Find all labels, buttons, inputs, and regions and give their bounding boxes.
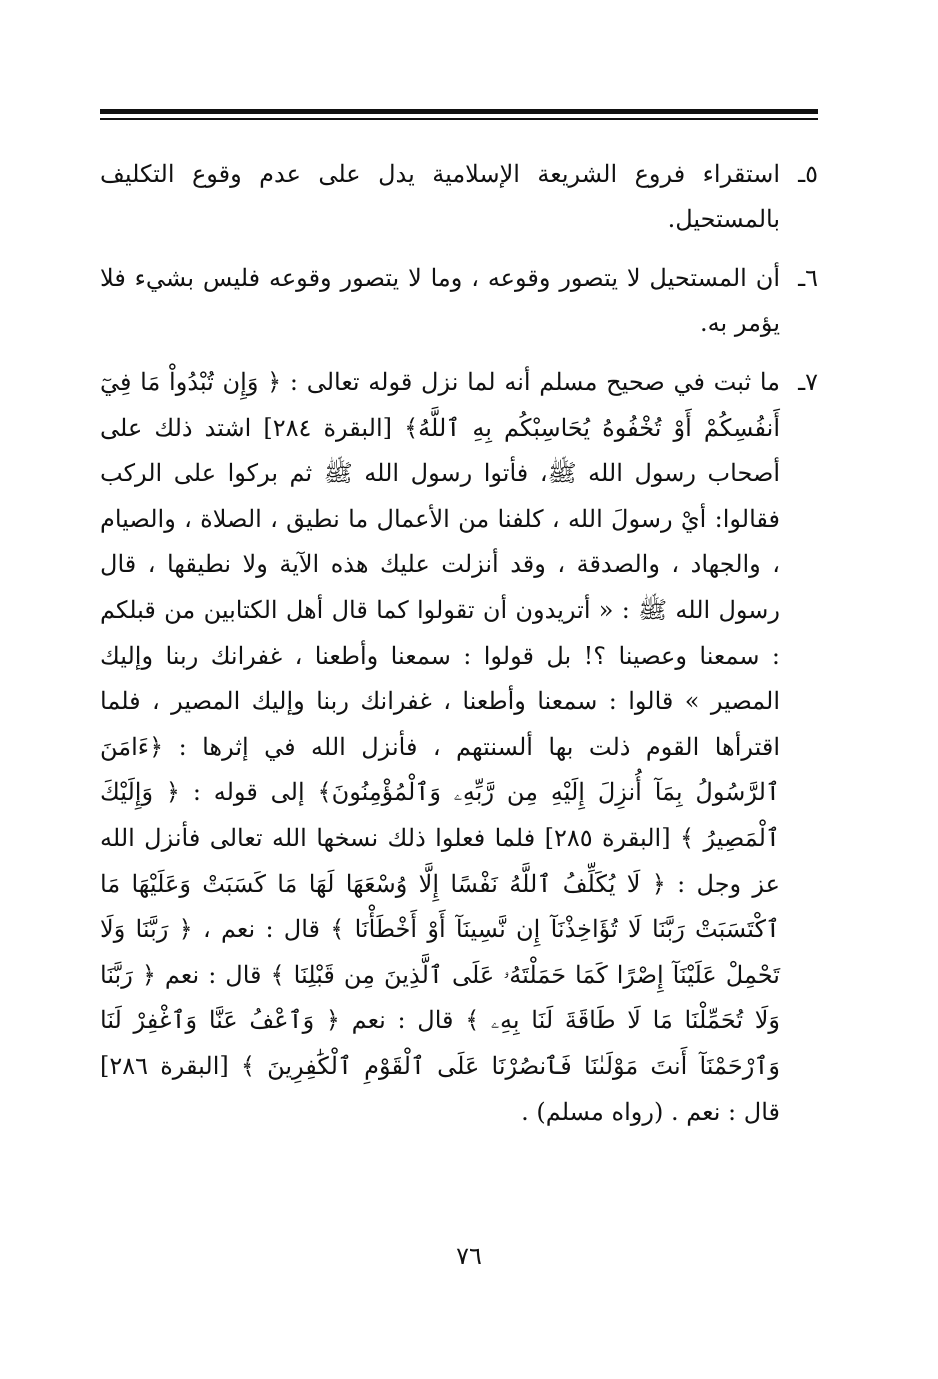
page-number: ٧٦ <box>456 1242 482 1270</box>
list-item-text: استقراء فروع الشريعة الإسلامية يدل على عدم وقوع التكليف بالمستحيل. <box>100 160 780 233</box>
header-rule-thick <box>100 109 818 114</box>
header-rule-thin <box>100 118 818 120</box>
list-item <box>100 256 818 346</box>
list-item-number: ٦ـ <box>798 264 818 292</box>
list-item-text: أن المستحيل لا يتصور وقوعه ، وما لا يتصور وقوعه فليس بشيء فلا يؤمر به. <box>100 264 780 337</box>
list-item <box>100 152 818 242</box>
list-item-number: ٧ـ <box>798 368 818 396</box>
list-item <box>100 360 818 1135</box>
list-item-text: ما ثبت في صحيح مسلم أنه لما نزل قوله تعالى : ﴿ وَإِن تُبْدُواْ مَا فِيٓ أَنفُسِكُمْ أَوْ تُخْفُوهُ يُحَاسِبْكُم بِهِ ٱللَّهُ﴾ [البقرة ٢٨٤] اشتد ذلك على أصحاب رسول الله ﷺ، فأتوا رسول الله ﷺ ثم بركوا على الركب فقالوا: أيْ رسولَ الله ، كلفنا من الأعمال ما نطيق ، الصلاة ، والصيام ، والجهاد ، والصدقة ، وقد أنزلت عليك هذه الآية ولا نطيقها ، قال رسول الله ﷺ : « أتريدون أن تقولوا كما قال أهل الكتابين من قبلكم : سمعنا وعصينا ؟! بل قولوا : سمعنا وأطعنا ، غفرانك ربنا وإليك المصير » قالوا : سمعنا وأطعنا ، غفرانك ربنا وإليك المصير ، فلما اقترأها القوم ذلت بها ألسنتهم ، فأنزل الله في إثرها : ﴿ءَامَنَ ٱلرَّسُولُ بِمَآ أُنزِلَ إِلَيْهِ مِن رَّبِّهِۦ وَٱلْمُؤْمِنُونَ﴾ إلى قوله : ﴿ وَإِلَيْكَ ٱلْمَصِيرُ ﴾ [البقرة ٢٨٥] فلما فعلوا ذلك نسخها الله تعالى فأنزل الله عز وجل : ﴿ لَا يُكَلِّفُ ٱللَّهُ نَفْسًا إِلَّا وُسْعَهَا لَهَا مَا كَسَبَتْ وَعَلَيْهَا مَا ٱكْتَسَبَتْ رَبَّنَا لَا تُؤَاخِذْنَآ إِن نَّسِينَآ أَوْ أَخْطَأْنَا ﴾ قال : نعم ، ﴿ رَبَّنَا وَلَا تَحْمِلْ عَلَيْنَآ إِصْرًا كَمَا حَمَلْتَهُۥ عَلَى ٱلَّذِينَ مِن قَبْلِنَا ﴾ قال : نعم ﴿ رَبَّنَا وَلَا تُحَمِّلْنَا مَا لَا طَاقَةَ لَنَا بِهِۦ ﴾ قال : نعم ﴿ وَٱعْفُ عَنَّا وَٱغْفِرْ لَنَا وَٱرْحَمْنَآ أَنتَ مَوْلَىٰنَا فَٱنصُرْنَا عَلَى ٱلْقَوْمِ ٱلْكَٰفِرِينَ ﴾ [البقرة ٢٨٦] قال : نعم . (رواه مسلم) . <box>100 368 780 1126</box>
list-item-number: ٥ـ <box>798 160 818 188</box>
page-body <box>100 152 818 1149</box>
